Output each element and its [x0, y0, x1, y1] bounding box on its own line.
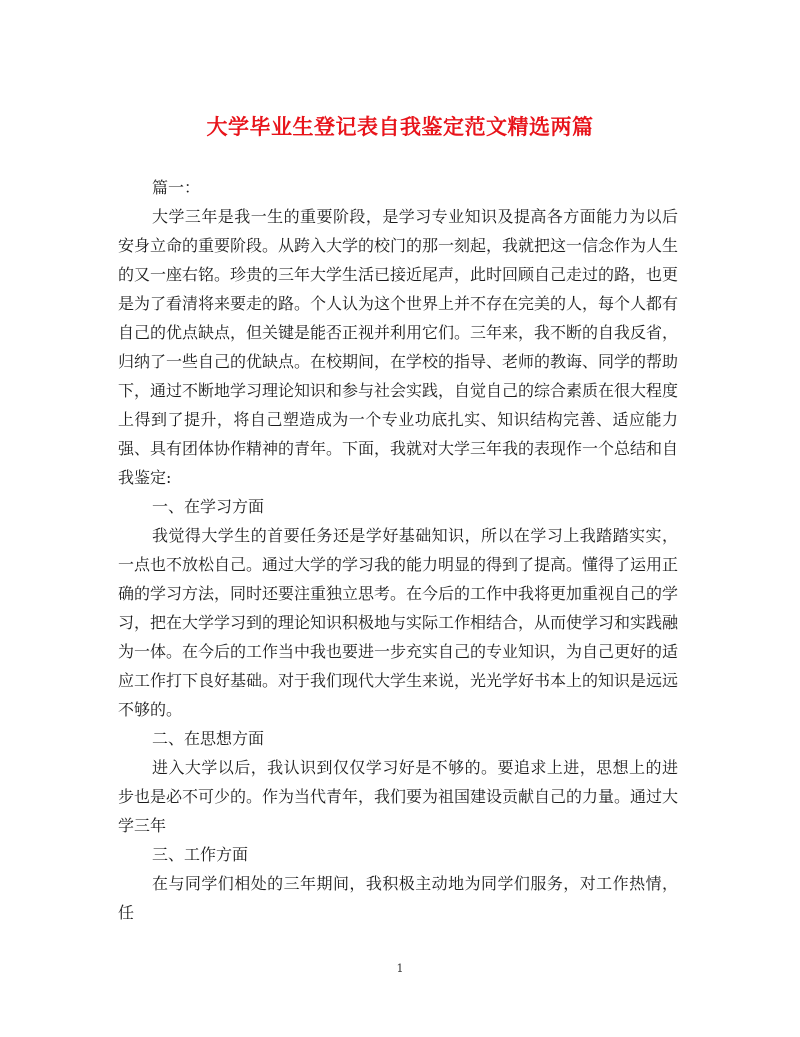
section-label: 篇一：: [152, 178, 201, 197]
paragraph-work: 在与同学们相处的三年期间，我积极主动地为同学们服务，对工作热情，任: [118, 874, 678, 922]
paragraph-ideology: 进入大学以后，我认识到仅仅学习好是不够的。要追求上进，思想上的进步也是必不可少的。作为当代青年，我们要为祖国建设贡献自己的力量。通过大学三年: [118, 758, 679, 835]
heading-ideology: 二、在思想方面: [152, 729, 265, 748]
document-body: [118, 173, 678, 927]
heading-work: 三、工作方面: [152, 845, 249, 864]
paragraph-intro: 大学三年是我一生的重要阶段，是学习专业知识及提高各方面能力为以后安身立命的重要阶段。从跨入大学的校门的那一刻起，我就把这一信念作为人生的又一座右铭。珍贵的三年大学生活已接近尾声，此时回顾自己走过的路，也更是为了看清将来要走的路。个人认为这个世界上并不存在完美的人，每个人都有自己的优点缺点，但关键是能否正视并利用它们。三年来，我不断的自我反省，归纳了一些自己的优缺点。在校期间，在学校的指导、老师的教诲、同学的帮助下，通过不断地学习理论知识和参与社会实践，自觉自己的综合素质在很大程度上得到了提升，将自己塑造成为一个专业功底扎实、知识结构完善、适应能力强、具有团体协作精神的青年。下面，我就对大学三年我的表现作一个总结和自我鉴定:: [118, 207, 679, 487]
heading-study: 一、在学习方面: [152, 497, 265, 516]
document-title: 大学毕业生登记表自我鉴定范文精选两篇: [206, 114, 594, 139]
paragraph-study: 我觉得大学生的首要任务还是学好基础知识，所以在学习上我踏踏实实，一点也不放松自己。通过大学的学习我的能力明显的得到了提高。懂得了运用正确的学习方法，同时还要注重独立思考。在今后的工作中我将更加重视自己的学习，把在大学学习到的理论知识积极地与实际工作相结合，从而使学习和实践融为一体。在今后的工作当中我也要进一步充实自己的专业知识，为自己更好的适应工作打下良好基础。对于我们现代大学生来说，光光学好书本上的知识是远远不够的。: [118, 526, 679, 719]
page-number: 1: [396, 962, 404, 975]
